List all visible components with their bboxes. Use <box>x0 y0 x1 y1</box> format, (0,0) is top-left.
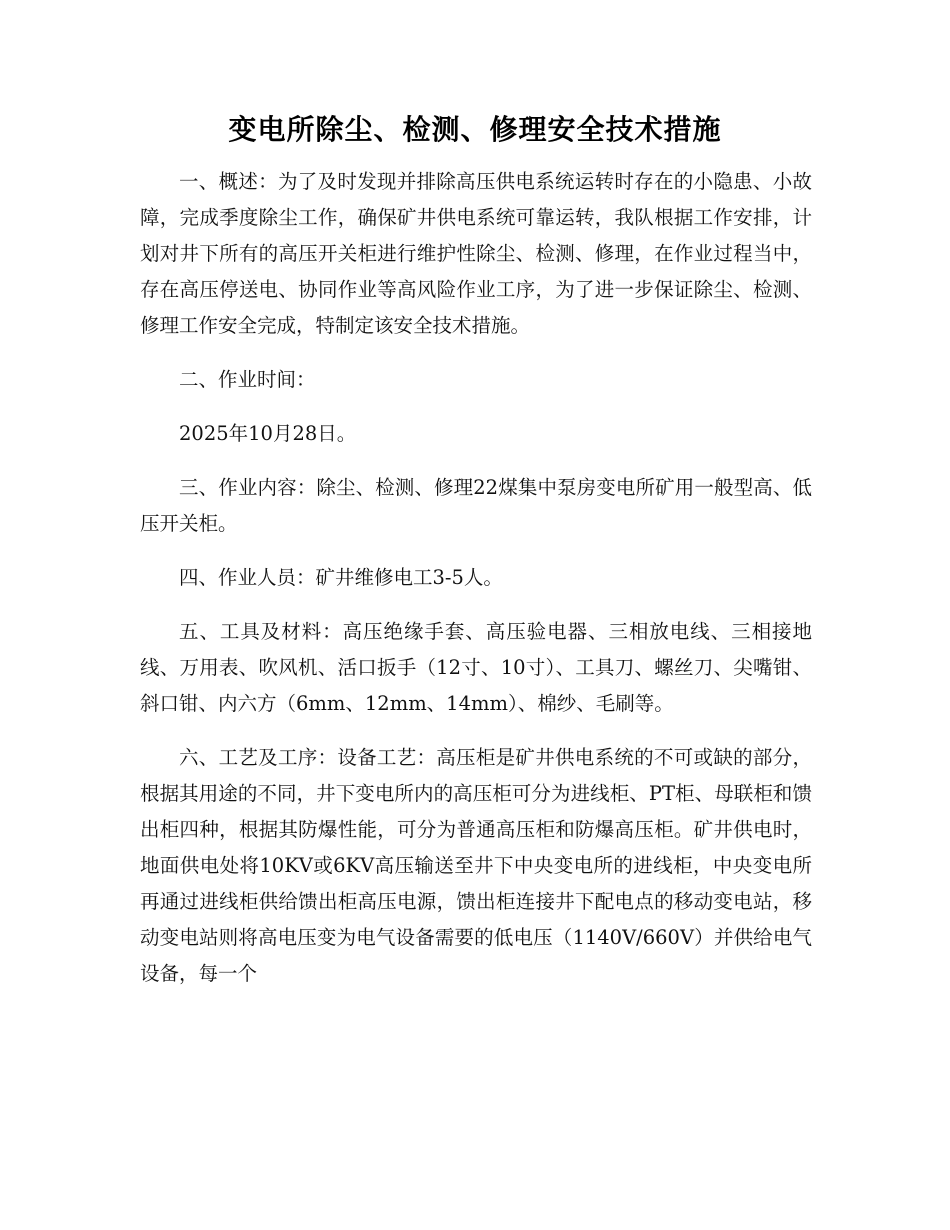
section-process-paragraph: 六、工艺及工序：设备工艺：高压柜是矿井供电系统的不可或缺的部分，根据其用途的不同，井下变电所内的高压柜可分为进线柜、PT柜、母联柜和馈出柜四种，根据其防爆性能，可分为普通高压柜和防爆高压柜。矿井供电时，地面供电处将10KV或6KV高压输送至井下中央变电所的进线柜，中央变电所再通过进线柜供给馈出柜高压电源，馈出柜连接井下配电点的移动变电站，移动变电站则将高电压变为电气设备需要的低电压（1140V/660V）并供给电气设备，每一个 <box>140 746 812 985</box>
section-work-content-paragraph: 三、作业内容：除尘、检测、修理22煤集中泵房变电所矿用一般型高、低压开关柜。 <box>140 476 812 535</box>
section-tools-materials-paragraph: 五、工具及材料：高压绝缘手套、高压验电器、三相放电线、三相接地线、万用表、吹风机、活口扳手（12寸、10寸）、工具刀、螺丝刀、尖嘴钳、斜口钳、内六方（6mm、12mm、14mm）、棉纱、毛刷等。 <box>140 620 812 715</box>
section-work-time-heading: 二、作业时间： <box>179 368 316 391</box>
document-title: 变电所除尘、检测、修理安全技术措施 <box>228 113 722 146</box>
work-date-paragraph: 2025年10月28日。 <box>179 422 357 445</box>
section-personnel-paragraph: 四、作业人员：矿井维修电工3-5人。 <box>179 566 503 589</box>
document-body <box>140 164 812 1010</box>
section-overview-paragraph: 一、概述：为了及时发现并排除高压供电系统运转时存在的小隐患、小故障，完成季度除尘工作，确保矿井供电系统可靠运转，我队根据工作安排，计划对井下所有的高压开关柜进行维护性除尘、检测、修理，在作业过程当中，存在高压停送电、协同作业等高风险作业工序，为了进一步保证除尘、检测、修理工作安全完成，特制定该安全技术措施。 <box>140 170 812 337</box>
